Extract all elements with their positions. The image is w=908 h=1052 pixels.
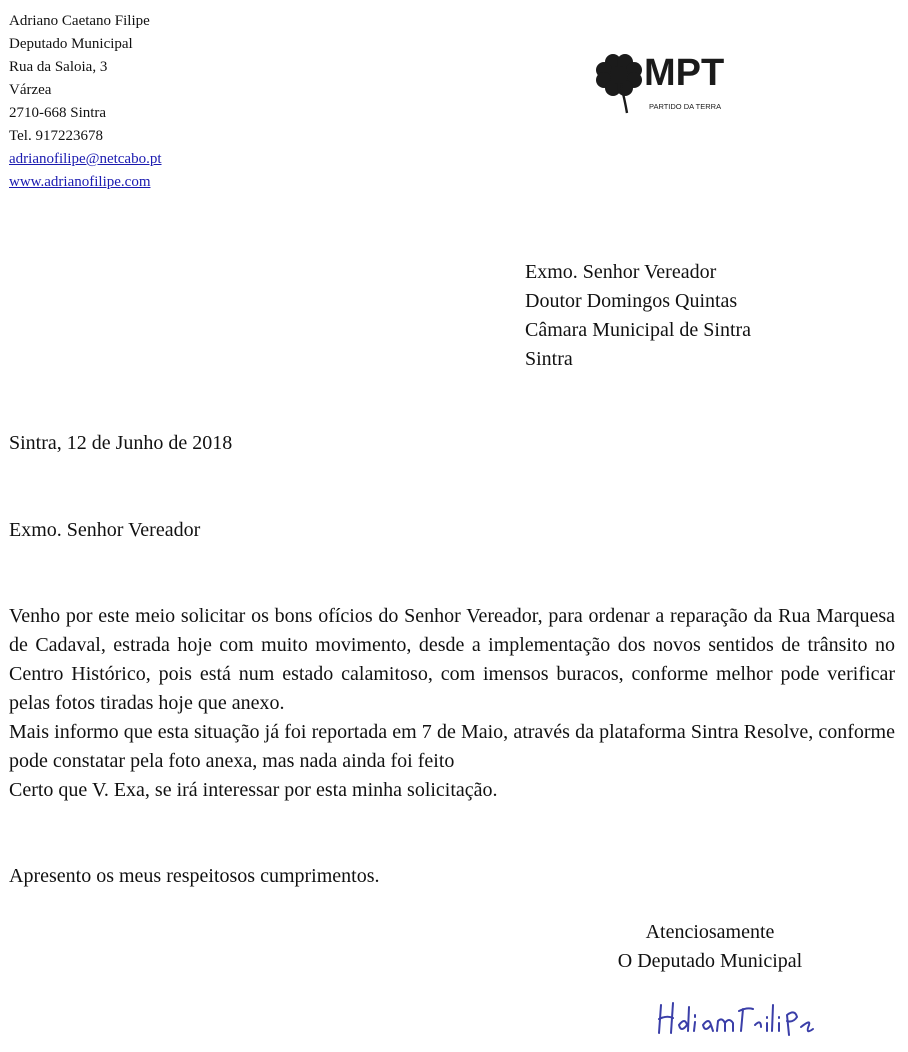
sender-name: Adriano Caetano Filipe (9, 13, 150, 29)
recipient-line-1: Exmo. Senhor Vereador (525, 261, 717, 283)
body-paragraph-1: Venho por este meio solicitar os bons ofícios do Senhor Vereador, para ordenar a reparação da Rua Marquesa de Cadaval, estrada hoje com muito movimento, desde a implementação dos novos sentidos de trânsito no Centro Histórico, pois está num estado calamitoso, com imensos buracos, conforme melhor pode verificar pelas fotos tiradas hoje que anexo. (9, 605, 895, 714)
sign-off-line-2: O Deputado Municipal (617, 950, 803, 972)
body-paragraph-2: Mais informo que esta situação já foi reportada em 7 de Maio, através da plataforma Sintra Resolve, conforme pode constatar pela foto anexa, mas nada ainda foi feito (9, 721, 895, 772)
recipient-address-block (525, 258, 751, 374)
sign-off-line-1: Atenciosamente (645, 921, 775, 943)
letter-body (9, 602, 895, 805)
sender-locality: Várzea (9, 82, 52, 98)
letter-date: Sintra, 12 de Junho de 2018 (9, 432, 233, 454)
recipient-line-3: Câmara Municipal de Sintra (525, 319, 752, 341)
sign-off-block (560, 918, 860, 976)
sender-postal-code: 2710-668 Sintra (9, 105, 107, 121)
logo-tagline: PARTIDO DA TERRA (649, 102, 722, 111)
sender-address-block (9, 10, 162, 194)
sender-website-link[interactable]: www.adrianofilipe.com (9, 174, 151, 190)
body-paragraph-3: Certo que V. Exa, se irá interessar por esta minha solicitação. (9, 779, 498, 801)
closing-line: Apresento os meus respeitosos cumprimentos. (9, 865, 380, 887)
logo-brand-text: MPT (644, 52, 725, 94)
sender-phone: Tel. 917223678 (9, 128, 103, 144)
mpt-party-logo (591, 49, 741, 119)
recipient-line-4: Sintra (525, 348, 573, 370)
recipient-line-2: Doutor Domingos Quintas (525, 290, 738, 312)
sender-title: Deputado Municipal (9, 36, 133, 52)
salutation: Exmo. Senhor Vereador (9, 519, 201, 541)
sender-street: Rua da Saloia, 3 (9, 59, 108, 75)
sender-email-link[interactable]: adrianofilipe@netcabo.pt (9, 151, 162, 167)
four-leaf-clover-icon (591, 49, 741, 119)
handwritten-signature (651, 995, 841, 1047)
